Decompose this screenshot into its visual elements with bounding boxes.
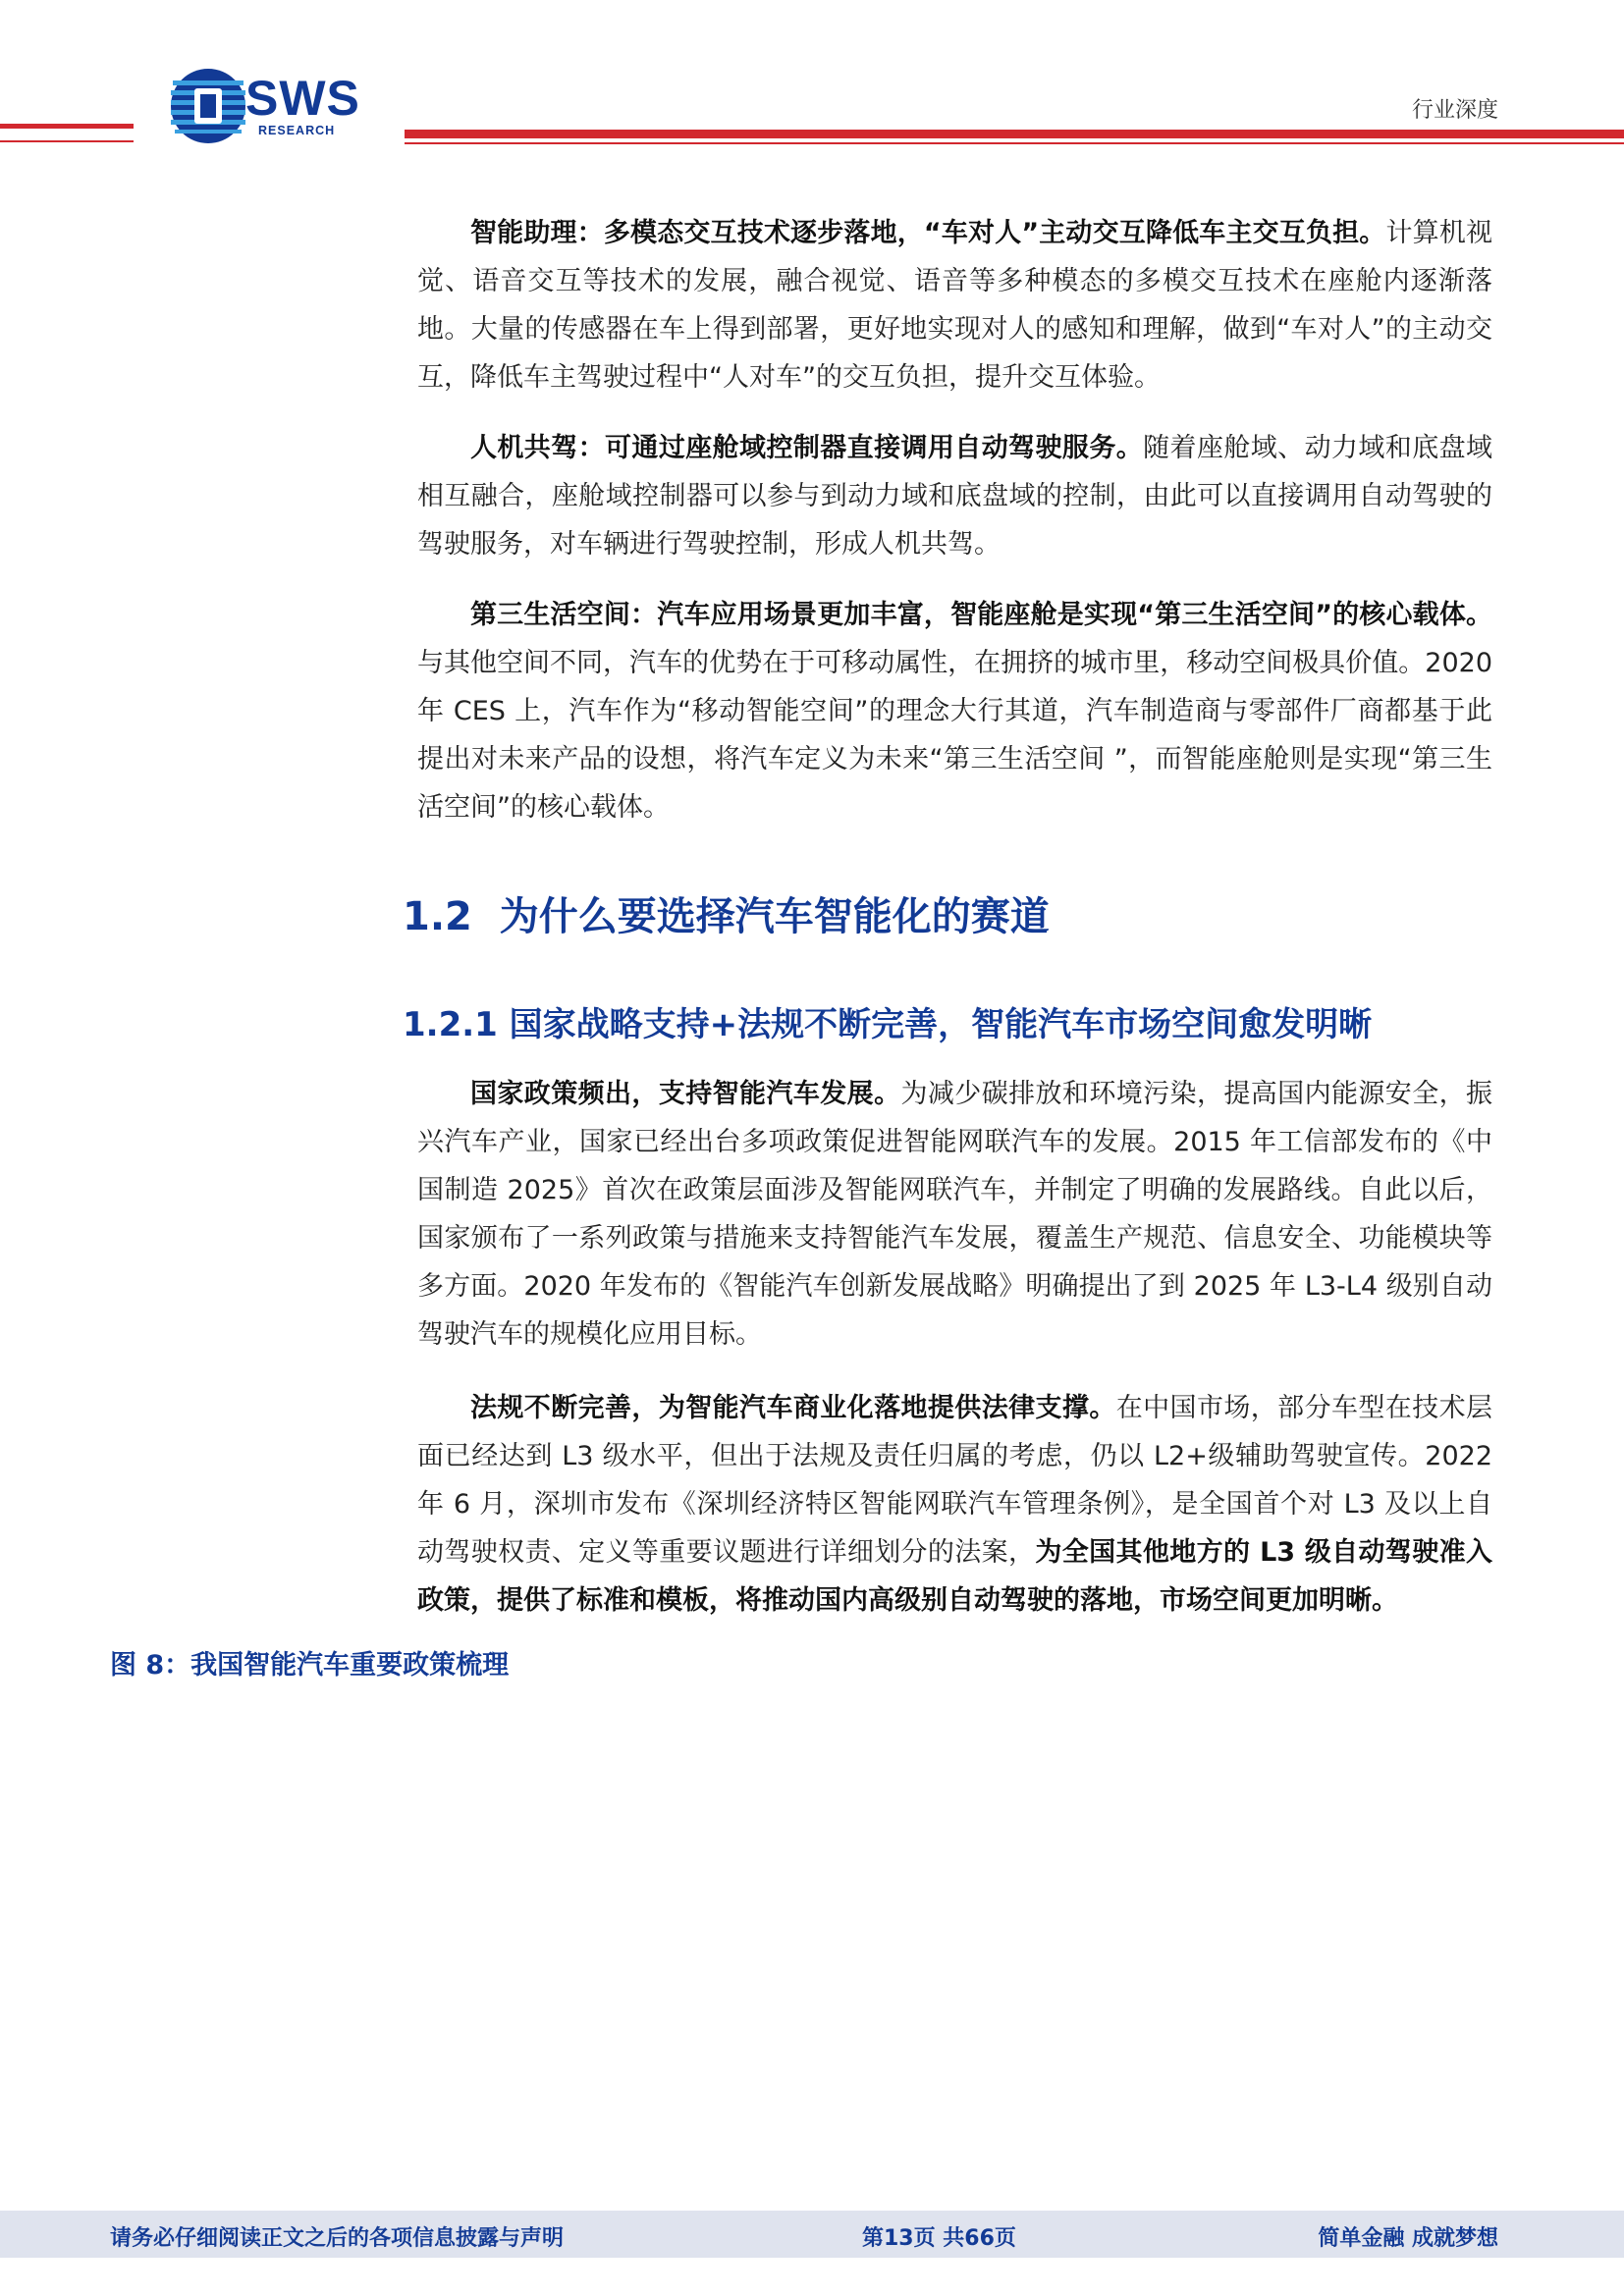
paragraph-body: 与其他空间不同，汽车的优势在于可移动属性，在拥挤的城市里，移动空间极具价值。2020 年 CES 上，汽车作为“移动智能空间”的理念大行其道，汽车制造商与零部件厂商都基于此提出对未来产品的设想，将汽车定义为未来“第三生活空间 ”，而智能座舱则是实现“第三生活空间”的核心载体。 <box>417 648 1492 823</box>
paragraph-regulations <box>417 1384 1492 1625</box>
paragraph-lead: 法规不断完善，为智能汽车商业化落地提供法律支撑。 <box>470 1393 1116 1423</box>
footer-slogan: 简单金融 成就梦想 <box>1318 2226 1498 2251</box>
paragraph-lead: 人机共驾：可通过座舱域控制器直接调用自动驾驶服务。 <box>470 433 1144 463</box>
footer-page-info: 第13页 共66页 <box>862 2226 1016 2251</box>
paragraph-national-policy <box>417 1070 1492 1359</box>
subsection-heading: 1.2.1 国家战略支持+法规不断完善，智能汽车市场空间愈发明晰 <box>403 1005 1373 1044</box>
paragraph-smart-assistant <box>417 209 1492 401</box>
logo-subtext: RESEARCH <box>258 124 336 137</box>
header-rule-right-thin <box>405 142 1624 144</box>
figure-caption: 图 8：我国智能汽车重要政策梳理 <box>110 1650 510 1681</box>
header-rule-left <box>0 124 134 129</box>
header-rule-right <box>405 130 1624 138</box>
header-rule-left-thin <box>0 140 134 142</box>
section-heading: 1.2 为什么要选择汽车智能化的赛道 <box>403 894 1050 939</box>
paragraph-body: 随着座舱域、动力域和底盘域相互融合，座舱域控制器可以参与到动力域和底盘域的控制，由此可以直接调用自动驾驶的驾驶服务，对车辆进行驾驶控制，形成人机共驾。 <box>417 433 1493 560</box>
paragraph-body: 在中国市场，部分车型在技术层面已经达到 L3 级水平，但出于法规及责任归属的考虑，仍以 L2+级辅助驾驶宣传。2022 年 6 月，深圳市发布《深圳经济特区智能网联汽车管理条例》，是全国首个对 L3 及以上自动驾驶权责、定义等重要议题进行详细划分的法案， <box>417 1393 1493 1568</box>
sws-logo-icon <box>169 67 247 145</box>
footer-disclaimer: 请务必仔细阅读正文之后的各项信息披露与声明 <box>110 2226 565 2251</box>
paragraph-body: 为减少碳排放和环境污染，提高国内能源安全，振兴汽车产业，国家已经出台多项政策促进智能网联汽车的发展。2015 年工信部发布的《中国制造 2025》首次在政策层面涉及智能网联汽车，并制定了明确的发展路线。自此以后，国家颁布了一系列政策与措施来支持智能汽车发展，覆盖生产规范、信息安全、功能模块等多方面。2020 年发布的《智能汽车创新发展战略》明确提出了到 2025 年 L3-L4 级别自动驾驶汽车的规模化应用目标。 <box>417 1079 1493 1350</box>
report-type-label: 行业深度 <box>1411 98 1498 123</box>
paragraph-body: 计算机视觉、语音交互等技术的发展，融合视觉、语音等多种模态的多模交互技术在座舱内逐渐落地。大量的传感器在车上得到部署，更好地实现对人的感知和理解，做到“车对人”的主动交互，降低车主驾驶过程中“人对车”的交互负担，提升交互体验。 <box>417 218 1492 393</box>
paragraph-lead: 第三生活空间：汽车应用场景更加丰富，智能座舱是实现“第三生活空间”的核心载体。 <box>470 600 1492 630</box>
paragraph-third-living-space <box>417 591 1492 831</box>
logo-wordmark: SWS <box>245 71 360 126</box>
paragraph-bold-conclusion: 为全国其他地方的 L3 级自动驾驶准入政策，提供了标准和模板，将推动国内高级别自动驾驶的落地，市场空间更加明晰。 <box>417 1537 1493 1616</box>
paragraph-lead: 国家政策频出，支持智能汽车发展。 <box>470 1079 901 1109</box>
paragraph-co-driving <box>417 424 1492 568</box>
paragraph-lead: 智能助理：多模态交互技术逐步落地，“车对人”主动交互降低车主交互负担。 <box>470 218 1386 248</box>
